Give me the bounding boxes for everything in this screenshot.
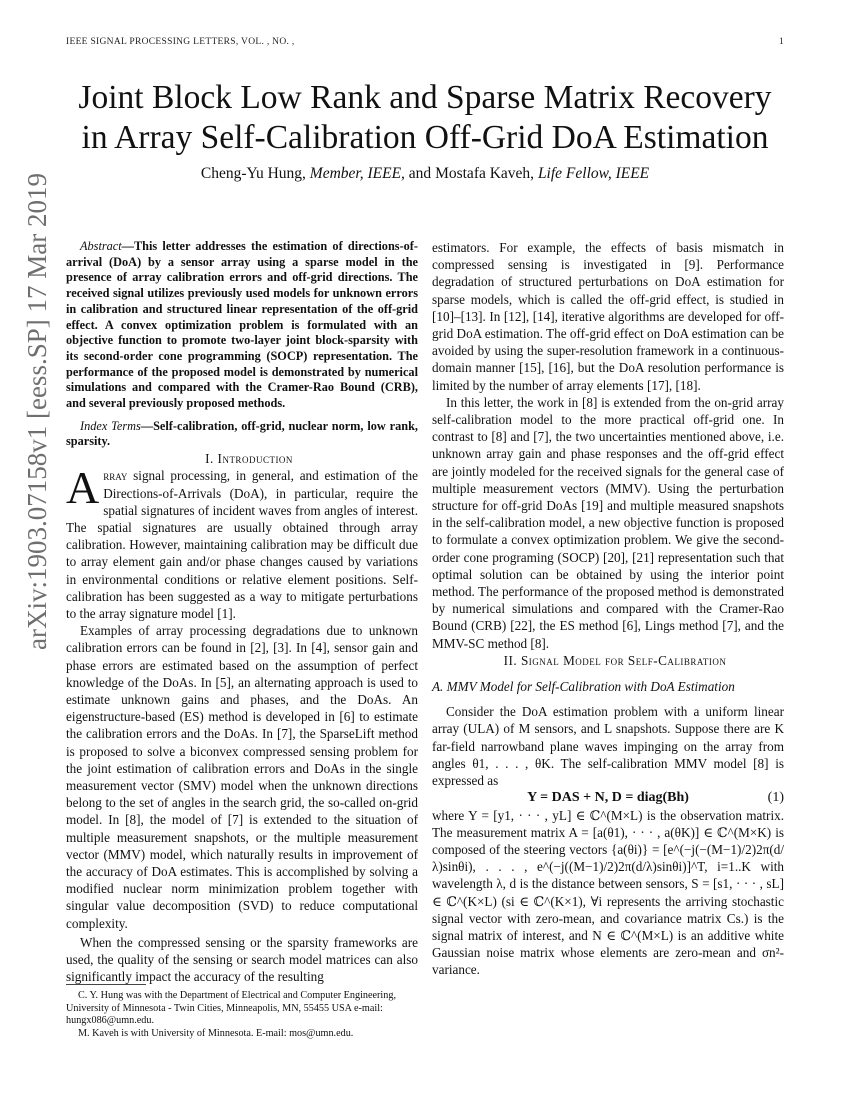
intro-paragraph-1-text: signal processing, in general, and estimation of the Directions-of-Arrivals (DoA), in particular, require the spatial signatures of incident waves from angles of interest. The spatial signatures are usually obtained through array calibration. However, maintaining calibration may be difficult due to array element gain and/or phase changes caused by variations in environmental conditions or relative element positions. Self-calibration has been suggested as a way to mitigate perturbations to the array signature model [1]. bbox=[66, 468, 418, 621]
running-head bbox=[66, 37, 784, 47]
title-line-1: Joint Block Low Rank and Sparse Matrix Recovery bbox=[78, 79, 772, 116]
abstract-text: —This letter addresses the estimation of directions-of-arrival (DoA) by a sensor array using a sparse model in the presence of array calibration errors and off-grid directions. The received signal utilizes previously used models for unknown errors in calibration and structured linear representation of the off-grid effect. A convex optimization problem is formulated with an objective function to promote two-layer joint block-sparsity with its second-order cone programming (SOCP) representation. The performance of the proposed model is demonstrated by numerical simulations and compared with the Cramer-Rao Bound (CRB), and several previously proposed methods. bbox=[66, 239, 418, 411]
index-terms-text: —Self-calibration, off-grid, nuclear norm, low rank, sparsity. bbox=[66, 418, 418, 449]
footnotes bbox=[66, 990, 418, 1040]
footnote-2: M. Kaveh is with University of Minnesota. E-mail: mos@umn.edu. bbox=[78, 1027, 354, 1039]
title-line-2: in Array Self-Calibration Off-Grid DoA Estimation bbox=[81, 119, 769, 156]
author-conjunction: and bbox=[408, 165, 432, 182]
abstract bbox=[66, 239, 418, 412]
author-1: Cheng-Yu Hung, bbox=[200, 165, 306, 182]
author-2-role: Life Fellow, IEEE bbox=[537, 165, 650, 182]
drop-cap: A bbox=[66, 462, 100, 514]
section-heading-introduction: I. Introduction bbox=[205, 451, 293, 467]
journal-name: IEEE SIGNAL PROCESSING LETTERS, VOL. , NO. , bbox=[66, 37, 295, 47]
subsection-heading: A. MMV Model for Self-Calibration with DoA Estimation bbox=[432, 679, 735, 695]
intro-paragraph-3: When the compressed sensing or the sparsity frameworks are used, the quality of the sensing or search model matrices can also significantly impact the accuracy of the resulting bbox=[66, 934, 418, 985]
author-1-role: Member, IEEE, bbox=[309, 165, 405, 182]
drop-cap-continuation: rray bbox=[103, 468, 128, 484]
section-heading-signal-model: II. Signal Model for Self-Calibration bbox=[503, 652, 727, 668]
model-paragraph-2: where Y = [y1, · · · , yL] ∈ ℂ^(M×L) is the observation matrix. The measurement matrix A = [a(θ1), · · · , a(θK)] ∈ ℂ^(M×K) is composed of the steering vectors {a(θi)} = [e^(−j(−(M−1)/2)2π(d/λ)sinθi), . . . , e^(−j((M−1)/2)2π(d/λ)sinθi)]^T, i=1..K with wavelength λ, d is the distance between sensors, S = [s1, · · · , sL] ∈ ℂ^(K×L) (si ∈ ℂ^(K×1), ∀i represents the arriving stochastic signal vector with zero-mean, and covariance matrix Cs.) is the signal matrix of interest, and N ∈ ℂ^(M×L) is an additive white Gaussian noise matrix whose elements are zero-mean and σn²-variance. bbox=[432, 807, 784, 978]
arxiv-stamp: arXiv:1903.07158v1 [eess.SP] 17 Mar 2019 bbox=[22, 173, 52, 650]
intro-paragraph-2: Examples of array processing degradations due to unknown calibration errors can be found in [2], [3]. In [4], sensor gain and phase errors are estimated based on the assumption of perfect knowledge of the DoAs. In [5], an alternating approach is used to estimate unknown gains and phases, and the DoAs. An eigenstructure-based (ES) method is developed in [6] to estimate the calibration errors and the DoAs. In [7], the SparseLift method is proposed to solve a biconvex compressed sensing problem for the joint estimation of calibration errors and DoAs in the single measurement vector (SMV) model when the unknown directions belong to the set of angles in the search grid, the so-called on-grid model. In [8], the model of [7] is extended to the situation of multiple measurement snapshots, or the multiple measurement vector (MMV) model, which naturally results in improvement of the accuracy of DoA estimates. This is accomplished by solving a modified nuclear norm minimization problem together with singular value decomposition (SVD) to reduce computational complexity. bbox=[66, 623, 418, 931]
model-paragraph-1: Consider the DoA estimation problem with a uniform linear array (ULA) of M sensors, and L snapshots. Suppose there are K far-field narrowband plane waves impinging on the array from angles θ1, . . . , θK. The self-calibration MMV model [8] is expressed as bbox=[432, 704, 784, 789]
equation-1 bbox=[432, 789, 784, 806]
paper-title bbox=[40, 78, 810, 158]
right-column bbox=[432, 239, 784, 979]
author-list bbox=[40, 165, 810, 183]
abstract-label: Abstract bbox=[80, 239, 122, 253]
equation-body: Y = DAS + N, D = diag(Bh) bbox=[527, 790, 689, 806]
index-terms bbox=[66, 419, 418, 450]
intro-paragraph-4: estimators. For example, the effects of basis mismatch in compressed sensing is investigated in [9]. Performance degradation of structured perturbations on DoA estimation for sparse models, which is called the off-grid effect, is studied in [10]–[13]. In [12], [14], iterative algorithms are developed for off-grid DoA estimation. The off-grid effect on DoA estimation can be avoided by using the super-resolution framework in a continuous-domain manner [15], [16], but the DoA resolution performance is limited by the number of array elements [17], [18]. bbox=[432, 240, 784, 393]
intro-paragraph-1 bbox=[66, 462, 418, 622]
intro-paragraph-5: In this letter, the work in [8] is extended from the on-grid array self-calibration model to the more practical off-grid one. In contrast to [8] and [7], the two uncertainties mentioned above, i.e. unknown array gain and phase responses and the off-grid effect are jointly modeled for the received signals for the general case of multiple measurement vectors (MMV). Using the perturbation structure for off-grid DoAs [19] and multiple measured snapshots in the self-calibration model, a new objective function is proposed to formulate a convex optimization problem. We give the second-order cone programing (SOCP) [20], [21] representation such that optimal solution can be obtained by using the interior point method. The performance of the proposed method is demonstrated by numerical simulations and compared with the Cramer-Rao Bound (CRB) [22], the ES method [6], Lings method [7], and the MMV-SC method [8]. bbox=[432, 394, 784, 651]
author-2: Mostafa Kaveh, bbox=[435, 165, 535, 182]
left-column bbox=[66, 239, 418, 985]
equation-number: (1) bbox=[767, 790, 784, 806]
footnote-1: C. Y. Hung was with the Department of Electrical and Computer Engineering, University of Minnesota - Twin Cities, Minneapolis, MN, 55455 USA e-mail: hungx086@umn.edu. bbox=[66, 990, 396, 1027]
footnote-rule bbox=[66, 984, 146, 985]
index-terms-label: Index Terms bbox=[80, 418, 141, 433]
page-number: 1 bbox=[778, 37, 784, 47]
